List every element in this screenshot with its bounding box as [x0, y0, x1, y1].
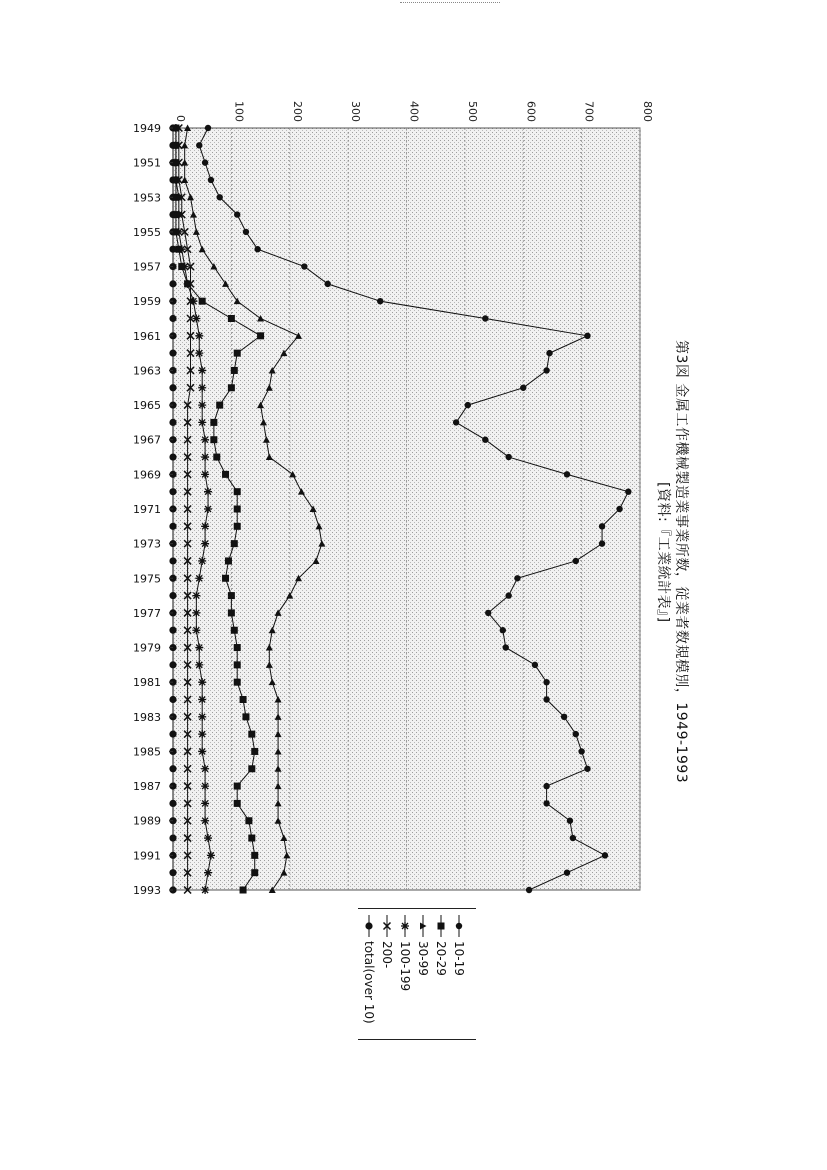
point-100-199-1984: [198, 730, 206, 738]
point-10-19-1990: [570, 835, 576, 841]
point-10-19-1987: [543, 783, 549, 789]
legend-label-10-19: 10-19: [452, 941, 466, 976]
legend-swatch-200: [382, 915, 392, 937]
point-20-29-1982: [240, 696, 247, 703]
value-tick-400: 400: [407, 101, 421, 122]
point-20-29-1976: [228, 592, 235, 599]
point-100-199-1992: [204, 869, 212, 877]
legend-swatch-total-over-10: [364, 915, 374, 937]
point-100-199-1980: [195, 661, 203, 669]
point-total-over-10-1960: [169, 315, 176, 322]
legend-swatch-100-199: [400, 915, 410, 937]
point-10-19-1978: [500, 627, 506, 633]
point-100-199-1982: [198, 696, 206, 704]
point-20-29-1989: [245, 817, 252, 824]
point-10-19-1950: [196, 142, 202, 148]
point-10-19-1976: [505, 592, 511, 598]
value-tick-700: 700: [582, 101, 596, 122]
point-10-19-1964: [520, 385, 526, 391]
point-total-over-10-1952: [169, 176, 176, 183]
legend-label-20-29: 20-29: [434, 941, 448, 976]
legend-item-30-99: [416, 915, 430, 976]
point-100-199-1977: [192, 609, 200, 617]
legend-item-20-29: [434, 915, 448, 976]
point-10-19-1991: [602, 852, 608, 858]
legend-label-total-over-10: total(over 10): [362, 941, 376, 1024]
value-tick-800: 800: [641, 101, 654, 122]
point-100-199-1990: [204, 834, 212, 842]
point-20-29-1993: [240, 887, 247, 894]
point-total-over-10-1984: [169, 731, 176, 738]
point-100-199-1993: [201, 886, 209, 894]
point-10-19-1989: [567, 818, 573, 824]
legend-item-10-19: [452, 915, 466, 976]
point-10-19-1982: [543, 696, 549, 702]
point-10-19-1985: [578, 748, 584, 754]
point-100-199-1979: [195, 644, 203, 652]
point-20-29-1990: [248, 835, 255, 842]
point-10-19-1984: [573, 731, 579, 737]
point-100-199-1981: [198, 678, 206, 686]
point-20-29-1962: [234, 350, 241, 357]
point-20-29-1986: [248, 765, 255, 772]
year-tick-1967: 1967: [133, 433, 161, 447]
point-20-29-1977: [228, 609, 235, 616]
point-10-19-1973: [599, 540, 605, 546]
point-20-29-1970: [234, 488, 241, 495]
year-tick-1969: 1969: [133, 468, 161, 482]
year-tick-1993: 1993: [133, 884, 161, 897]
year-tick-1953: 1953: [133, 191, 161, 205]
value-tick-0: 0: [174, 115, 187, 122]
point-100-199-1978: [192, 626, 200, 634]
year-tick-1973: 1973: [133, 537, 161, 551]
point-20-29-1991: [251, 852, 258, 859]
point-10-19-1969: [564, 471, 570, 477]
chart-title: 第3図 金属工作機械製造業事業所数，従業者数規模別，1949-1993: [673, 340, 689, 784]
point-10-19-1993: [526, 887, 532, 893]
legend-marker-20-29: [438, 923, 445, 930]
point-10-19-1986: [584, 766, 590, 772]
point-10-19-1953: [217, 194, 223, 200]
point-10-19-1951: [202, 159, 208, 165]
point-total-over-10-1954: [169, 211, 176, 218]
year-axis: [133, 122, 173, 897]
legend-swatch-10-19: [454, 915, 464, 937]
point-10-19-1992: [564, 869, 570, 875]
point-20-29-1967: [210, 436, 217, 443]
year-tick-1955: 1955: [133, 225, 161, 239]
point-20-29-1980: [234, 661, 241, 668]
point-20-29-1987: [234, 783, 241, 790]
point-20-29-1984: [248, 731, 255, 738]
legend-label-200: 200-: [380, 941, 394, 969]
legend-marker-100-199: [401, 922, 409, 930]
point-total-over-10-1990: [169, 834, 176, 841]
point-20-29-1961: [257, 332, 264, 339]
point-20-29-1975: [222, 575, 229, 582]
point-100-199-1963: [198, 366, 206, 374]
point-10-19-1975: [514, 575, 520, 581]
year-tick-1987: 1987: [133, 780, 161, 794]
year-tick-1977: 1977: [133, 606, 161, 620]
value-tick-600: 600: [524, 101, 538, 122]
point-100-199-1964: [198, 384, 206, 392]
point-10-19-1960: [482, 315, 488, 321]
year-tick-1989: 1989: [133, 814, 161, 828]
point-100-199-1991: [207, 851, 215, 859]
point-10-19-1979: [503, 644, 509, 650]
legend-label-30-99: 30-99: [416, 941, 430, 976]
point-10-19-1958: [324, 281, 330, 287]
point-total-over-10-1970: [169, 488, 176, 495]
point-10-19-1980: [532, 662, 538, 668]
legend-marker-total-over-10: [365, 922, 372, 929]
point-total-over-10-1992: [169, 869, 176, 876]
value-tick-500: 500: [465, 101, 479, 122]
year-tick-1991: 1991: [133, 849, 161, 863]
legend-item-200: [380, 915, 394, 968]
year-tick-1963: 1963: [133, 364, 161, 378]
point-20-29-1974: [225, 557, 232, 564]
point-100-199-1989: [201, 817, 209, 825]
point-total-over-10-1982: [169, 696, 176, 703]
point-100-199-1968: [201, 453, 209, 461]
point-total-over-10-1978: [169, 627, 176, 634]
point-100-199-1985: [198, 747, 206, 755]
point-total-over-10-1986: [169, 765, 176, 772]
legend-item-total-over-10: [362, 915, 376, 1024]
year-tick-1983: 1983: [133, 710, 161, 724]
year-tick-1965: 1965: [133, 399, 161, 413]
point-10-19-1956: [254, 246, 260, 252]
point-10-19-1968: [505, 454, 511, 460]
point-20-29-1981: [234, 679, 241, 686]
value-tick-300: 300: [349, 101, 363, 122]
point-100-199-1967: [201, 436, 209, 444]
point-total-over-10-1980: [169, 661, 176, 668]
point-10-19-1963: [543, 367, 549, 373]
point-100-199-1966: [198, 418, 206, 426]
point-10-19-1988: [543, 800, 549, 806]
point-20-29-1992: [251, 869, 258, 876]
point-total-over-10-1964: [169, 384, 176, 391]
point-100-199-1974: [198, 557, 206, 565]
year-tick-1949: 1949: [133, 122, 161, 135]
point-10-19-1972: [599, 523, 605, 529]
year-tick-1971: 1971: [133, 503, 161, 516]
point-10-19-1983: [561, 714, 567, 720]
point-10-19-1954: [234, 211, 240, 217]
legend-swatch-20-29: [436, 915, 446, 937]
point-total-over-10-1988: [169, 800, 176, 807]
point-total-over-10-1968: [169, 453, 176, 460]
legend-label-100-199: 100-199: [398, 941, 412, 992]
year-tick-1985: 1985: [133, 745, 161, 759]
point-100-199-1970: [204, 488, 212, 496]
point-total-over-10-1956: [169, 246, 176, 253]
point-10-19-1977: [485, 610, 491, 616]
value-tick-100: 100: [232, 101, 246, 122]
point-20-29-1983: [242, 713, 249, 720]
point-10-19-1966: [453, 419, 459, 425]
point-100-199-1987: [201, 782, 209, 790]
point-10-19-1949: [205, 125, 211, 131]
point-10-19-1981: [543, 679, 549, 685]
point-100-199-1965: [198, 401, 206, 409]
point-10-19-1959: [377, 298, 383, 304]
point-20-29-1988: [234, 800, 241, 807]
point-100-199-1975: [195, 574, 203, 582]
year-tick-1981: 1981: [133, 676, 161, 690]
point-20-29-1960: [228, 315, 235, 322]
point-100-199-1971: [204, 505, 212, 513]
point-100-199-1961: [195, 332, 203, 340]
legend-swatch-30-99: [418, 915, 428, 937]
point-10-19-1971: [616, 506, 622, 512]
point-20-29-1972: [234, 523, 241, 530]
point-10-19-1970: [625, 488, 631, 494]
point-total-over-10-1972: [169, 523, 176, 530]
point-100-199-1962: [195, 349, 203, 357]
point-total-over-10-1976: [169, 592, 176, 599]
point-100-199-1986: [201, 765, 209, 773]
point-10-19-1974: [573, 558, 579, 564]
point-20-29-1968: [213, 454, 220, 461]
point-20-29-1979: [234, 644, 241, 651]
point-20-29-1959: [199, 298, 206, 305]
point-20-29-1965: [216, 402, 223, 409]
point-100-199-1988: [201, 799, 209, 807]
point-total-over-10-1958: [169, 280, 176, 287]
legend: [358, 908, 476, 1040]
point-total-over-10-1966: [169, 419, 176, 426]
point-20-29-1978: [231, 627, 238, 634]
point-10-19-1967: [482, 437, 488, 443]
point-10-19-1965: [465, 402, 471, 408]
point-total-over-10-1950: [169, 142, 176, 149]
value-axis: [174, 101, 654, 122]
year-tick-1975: 1975: [133, 572, 161, 586]
legend-marker-10-19: [456, 923, 462, 929]
point-10-19-1957: [301, 263, 307, 269]
point-20-29-1963: [231, 367, 238, 374]
year-tick-1961: 1961: [133, 329, 161, 343]
point-10-19-1952: [208, 177, 214, 183]
point-10-19-1962: [546, 350, 552, 356]
value-tick-200: 200: [290, 101, 304, 122]
point-10-19-1961: [584, 333, 590, 339]
point-total-over-10-1962: [169, 350, 176, 357]
point-20-29-1964: [228, 384, 235, 391]
point-100-199-1983: [198, 713, 206, 721]
point-total-over-10-1974: [169, 557, 176, 564]
point-20-29-1985: [251, 748, 258, 755]
point-20-29-1973: [231, 540, 238, 547]
point-100-199-1973: [201, 540, 209, 548]
point-20-29-1969: [222, 471, 229, 478]
year-tick-1959: 1959: [133, 295, 161, 309]
year-tick-1957: 1957: [133, 260, 161, 274]
point-100-199-1969: [201, 470, 209, 478]
point-10-19-1955: [243, 229, 249, 235]
chart-source: [資料:『工業統計表』]: [655, 482, 671, 623]
year-tick-1979: 1979: [133, 641, 161, 655]
point-20-29-1966: [210, 419, 217, 426]
year-tick-1951: 1951: [133, 156, 161, 170]
legend-item-100-199: [398, 915, 412, 991]
point-100-199-1972: [201, 522, 209, 530]
point-100-199-1976: [192, 592, 200, 600]
point-20-29-1971: [234, 506, 241, 513]
